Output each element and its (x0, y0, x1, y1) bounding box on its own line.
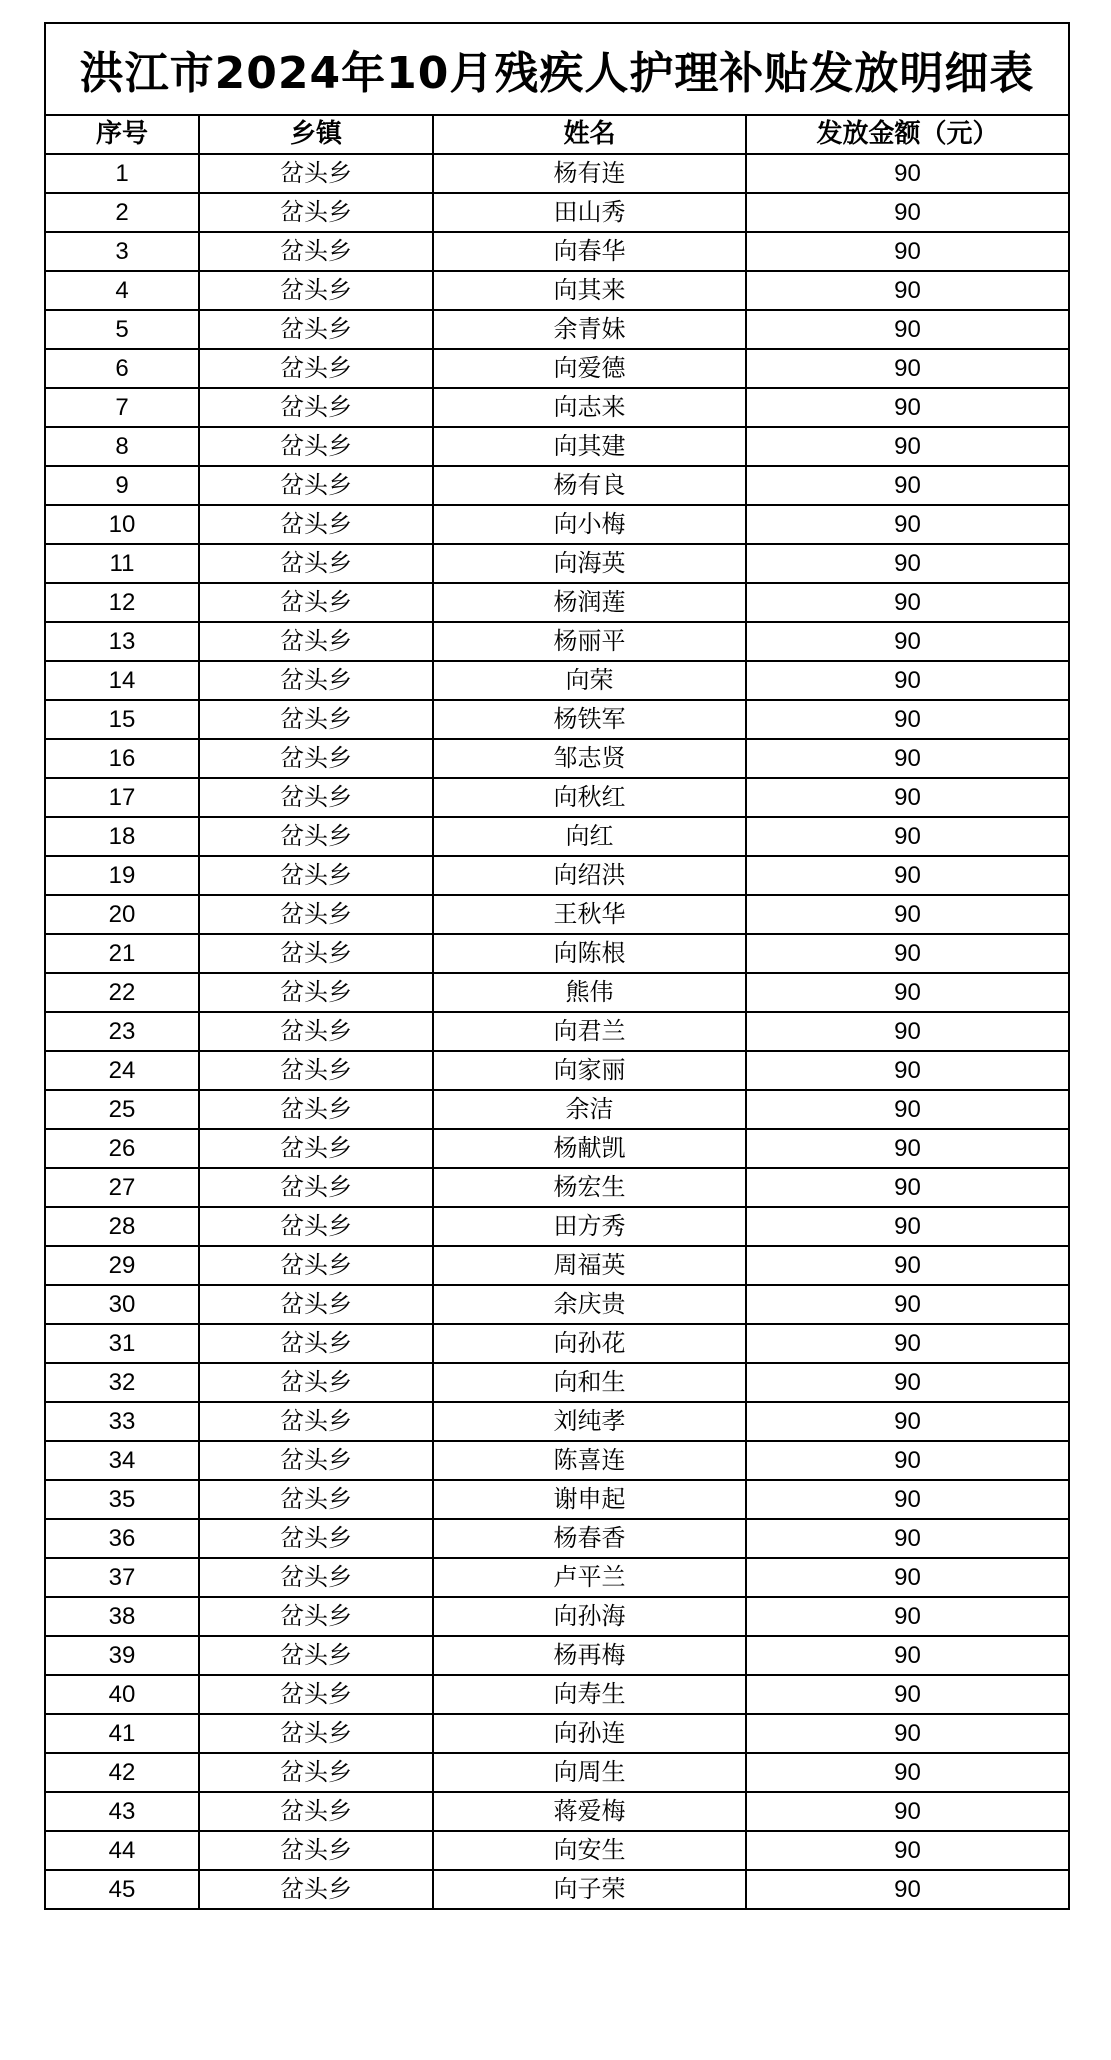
town-cell: 岔头乡 (199, 1480, 433, 1519)
row-number-cell: 28 (46, 1207, 199, 1246)
row-number-cell: 6 (46, 349, 199, 388)
name-cell: 杨再梅 (433, 1636, 746, 1675)
amount-cell: 90 (746, 934, 1068, 973)
table-row (46, 661, 1068, 700)
table-row (46, 310, 1068, 349)
row-number-cell: 8 (46, 427, 199, 466)
row-number-cell: 12 (46, 583, 199, 622)
amount-cell: 90 (746, 193, 1068, 232)
town-cell: 岔头乡 (199, 973, 433, 1012)
row-number-cell: 7 (46, 388, 199, 427)
row-number-cell: 36 (46, 1519, 199, 1558)
amount-cell: 90 (746, 1480, 1068, 1519)
row-number-cell: 10 (46, 505, 199, 544)
row-number-cell: 37 (46, 1558, 199, 1597)
row-number-cell: 40 (46, 1675, 199, 1714)
table-row (46, 1207, 1068, 1246)
amount-cell: 90 (746, 739, 1068, 778)
name-cell: 蒋爱梅 (433, 1792, 746, 1831)
amount-cell: 90 (746, 1792, 1068, 1831)
town-cell: 岔头乡 (199, 1636, 433, 1675)
amount-cell: 90 (746, 505, 1068, 544)
amount-cell: 90 (746, 388, 1068, 427)
row-number-cell: 9 (46, 466, 199, 505)
amount-cell: 90 (746, 1129, 1068, 1168)
amount-cell: 90 (746, 1753, 1068, 1792)
name-cell: 向秋红 (433, 778, 746, 817)
town-cell: 岔头乡 (199, 1402, 433, 1441)
row-number-cell: 31 (46, 1324, 199, 1363)
town-cell: 岔头乡 (199, 1090, 433, 1129)
name-cell: 向孙连 (433, 1714, 746, 1753)
table-row (46, 1441, 1068, 1480)
row-number-cell: 42 (46, 1753, 199, 1792)
table-row (46, 1363, 1068, 1402)
table-row (46, 271, 1068, 310)
town-cell: 岔头乡 (199, 154, 433, 193)
amount-cell: 90 (746, 1441, 1068, 1480)
row-number-cell: 41 (46, 1714, 199, 1753)
town-cell: 岔头乡 (199, 1675, 433, 1714)
table-row (46, 1675, 1068, 1714)
town-cell: 岔头乡 (199, 310, 433, 349)
row-number-cell: 26 (46, 1129, 199, 1168)
table-row (46, 505, 1068, 544)
town-cell: 岔头乡 (199, 661, 433, 700)
name-cell: 向红 (433, 817, 746, 856)
row-number-cell: 11 (46, 544, 199, 583)
name-cell: 杨献凯 (433, 1129, 746, 1168)
town-cell: 岔头乡 (199, 583, 433, 622)
amount-cell: 90 (746, 1090, 1068, 1129)
table-row (46, 778, 1068, 817)
name-cell: 向周生 (433, 1753, 746, 1792)
name-cell: 田山秀 (433, 193, 746, 232)
amount-cell: 90 (746, 661, 1068, 700)
amount-cell: 90 (746, 1831, 1068, 1870)
table-row (46, 1519, 1068, 1558)
amount-cell: 90 (746, 1363, 1068, 1402)
name-cell: 向爱德 (433, 349, 746, 388)
name-cell: 周福英 (433, 1246, 746, 1285)
table-header (46, 116, 1068, 154)
town-cell: 岔头乡 (199, 1792, 433, 1831)
row-number-cell: 17 (46, 778, 199, 817)
amount-cell: 90 (746, 1636, 1068, 1675)
table-row (46, 1090, 1068, 1129)
town-cell: 岔头乡 (199, 388, 433, 427)
name-cell: 向海英 (433, 544, 746, 583)
name-cell: 杨铁军 (433, 700, 746, 739)
table-row (46, 739, 1068, 778)
table-row (46, 1636, 1068, 1675)
row-number-cell: 4 (46, 271, 199, 310)
table-row (46, 817, 1068, 856)
town-cell: 岔头乡 (199, 1246, 433, 1285)
row-number-cell: 24 (46, 1051, 199, 1090)
table-row (46, 544, 1068, 583)
table-row (46, 973, 1068, 1012)
town-cell: 岔头乡 (199, 1714, 433, 1753)
amount-cell: 90 (746, 1519, 1068, 1558)
town-cell: 岔头乡 (199, 1168, 433, 1207)
amount-cell: 90 (746, 349, 1068, 388)
row-number-cell: 13 (46, 622, 199, 661)
amount-cell: 90 (746, 817, 1068, 856)
name-cell: 邹志贤 (433, 739, 746, 778)
row-number-cell: 1 (46, 154, 199, 193)
amount-cell: 90 (746, 427, 1068, 466)
town-cell: 岔头乡 (199, 1753, 433, 1792)
table-row (46, 895, 1068, 934)
table-row (46, 193, 1068, 232)
amount-cell: 90 (746, 1675, 1068, 1714)
row-number-cell: 2 (46, 193, 199, 232)
row-number-cell: 34 (46, 1441, 199, 1480)
town-cell: 岔头乡 (199, 1831, 433, 1870)
column-header-amount: 发放金额（元） (746, 116, 1068, 154)
table-row (46, 349, 1068, 388)
table-row (46, 1480, 1068, 1519)
amount-cell: 90 (746, 544, 1068, 583)
table-row (46, 1558, 1068, 1597)
name-cell: 余庆贵 (433, 1285, 746, 1324)
table-row (46, 388, 1068, 427)
name-cell: 向志来 (433, 388, 746, 427)
row-number-cell: 15 (46, 700, 199, 739)
table-row (46, 466, 1068, 505)
amount-cell: 90 (746, 1870, 1068, 1909)
amount-cell: 90 (746, 310, 1068, 349)
name-cell: 刘纯孝 (433, 1402, 746, 1441)
name-cell: 向孙海 (433, 1597, 746, 1636)
row-number-cell: 33 (46, 1402, 199, 1441)
table-row (46, 1597, 1068, 1636)
table-row (46, 1402, 1068, 1441)
amount-cell: 90 (746, 466, 1068, 505)
name-cell: 杨润莲 (433, 583, 746, 622)
row-number-cell: 20 (46, 895, 199, 934)
name-cell: 余青妹 (433, 310, 746, 349)
row-number-cell: 35 (46, 1480, 199, 1519)
amount-cell: 90 (746, 1558, 1068, 1597)
table-row (46, 856, 1068, 895)
name-cell: 杨有连 (433, 154, 746, 193)
town-cell: 岔头乡 (199, 505, 433, 544)
town-cell: 岔头乡 (199, 1597, 433, 1636)
name-cell: 余洁 (433, 1090, 746, 1129)
town-cell: 岔头乡 (199, 934, 433, 973)
table-row (46, 1831, 1068, 1870)
row-number-cell: 39 (46, 1636, 199, 1675)
table-row (46, 622, 1068, 661)
row-number-cell: 14 (46, 661, 199, 700)
town-cell: 岔头乡 (199, 778, 433, 817)
name-cell: 向家丽 (433, 1051, 746, 1090)
row-number-cell: 5 (46, 310, 199, 349)
amount-cell: 90 (746, 1207, 1068, 1246)
name-cell: 向其来 (433, 271, 746, 310)
name-cell: 杨春香 (433, 1519, 746, 1558)
name-cell: 熊伟 (433, 973, 746, 1012)
town-cell: 岔头乡 (199, 1558, 433, 1597)
row-number-cell: 23 (46, 1012, 199, 1051)
name-cell: 向绍洪 (433, 856, 746, 895)
town-cell: 岔头乡 (199, 1519, 433, 1558)
amount-cell: 90 (746, 1402, 1068, 1441)
town-cell: 岔头乡 (199, 700, 433, 739)
row-number-cell: 21 (46, 934, 199, 973)
name-cell: 杨丽平 (433, 622, 746, 661)
town-cell: 岔头乡 (199, 1870, 433, 1909)
amount-cell: 90 (746, 1051, 1068, 1090)
name-cell: 向荣 (433, 661, 746, 700)
town-cell: 岔头乡 (199, 622, 433, 661)
name-cell: 向陈根 (433, 934, 746, 973)
town-cell: 岔头乡 (199, 1051, 433, 1090)
table-row (46, 232, 1068, 271)
row-number-cell: 38 (46, 1597, 199, 1636)
name-cell: 卢平兰 (433, 1558, 746, 1597)
name-cell: 向和生 (433, 1363, 746, 1402)
row-number-cell: 18 (46, 817, 199, 856)
subsidy-table (46, 116, 1068, 1910)
row-number-cell: 45 (46, 1870, 199, 1909)
table-row (46, 934, 1068, 973)
name-cell: 向君兰 (433, 1012, 746, 1051)
table-row (46, 1285, 1068, 1324)
town-cell: 岔头乡 (199, 271, 433, 310)
table-row (46, 1012, 1068, 1051)
amount-cell: 90 (746, 1714, 1068, 1753)
town-cell: 岔头乡 (199, 544, 433, 583)
town-cell: 岔头乡 (199, 349, 433, 388)
table-row (46, 154, 1068, 193)
table-row (46, 1051, 1068, 1090)
amount-cell: 90 (746, 583, 1068, 622)
amount-cell: 90 (746, 1324, 1068, 1363)
town-cell: 岔头乡 (199, 1441, 433, 1480)
town-cell: 岔头乡 (199, 1285, 433, 1324)
column-header-town: 乡镇 (199, 116, 433, 154)
table-row (46, 1168, 1068, 1207)
name-cell: 王秋华 (433, 895, 746, 934)
name-cell: 杨有良 (433, 466, 746, 505)
town-cell: 岔头乡 (199, 895, 433, 934)
row-number-cell: 43 (46, 1792, 199, 1831)
name-cell: 向其建 (433, 427, 746, 466)
amount-cell: 90 (746, 1246, 1068, 1285)
table-row (46, 1714, 1068, 1753)
header-row (46, 116, 1068, 154)
amount-cell: 90 (746, 700, 1068, 739)
town-cell: 岔头乡 (199, 427, 433, 466)
name-cell: 向小梅 (433, 505, 746, 544)
amount-cell: 90 (746, 895, 1068, 934)
name-cell: 向孙花 (433, 1324, 746, 1363)
row-number-cell: 22 (46, 973, 199, 1012)
amount-cell: 90 (746, 271, 1068, 310)
town-cell: 岔头乡 (199, 466, 433, 505)
town-cell: 岔头乡 (199, 1012, 433, 1051)
amount-cell: 90 (746, 973, 1068, 1012)
name-cell: 向寿生 (433, 1675, 746, 1714)
amount-cell: 90 (746, 1168, 1068, 1207)
amount-cell: 90 (746, 232, 1068, 271)
name-cell: 陈喜连 (433, 1441, 746, 1480)
column-header-number: 序号 (46, 116, 199, 154)
name-cell: 向安生 (433, 1831, 746, 1870)
row-number-cell: 27 (46, 1168, 199, 1207)
row-number-cell: 3 (46, 232, 199, 271)
row-number-cell: 32 (46, 1363, 199, 1402)
amount-cell: 90 (746, 1012, 1068, 1051)
subsidy-sheet (44, 22, 1070, 1910)
town-cell: 岔头乡 (199, 1207, 433, 1246)
amount-cell: 90 (746, 1597, 1068, 1636)
table-row (46, 1129, 1068, 1168)
name-cell: 田方秀 (433, 1207, 746, 1246)
amount-cell: 90 (746, 778, 1068, 817)
amount-cell: 90 (746, 622, 1068, 661)
town-cell: 岔头乡 (199, 856, 433, 895)
amount-cell: 90 (746, 154, 1068, 193)
row-number-cell: 16 (46, 739, 199, 778)
name-cell: 向子荣 (433, 1870, 746, 1909)
table-row (46, 1324, 1068, 1363)
amount-cell: 90 (746, 1285, 1068, 1324)
document-title: 洪江市2024年10月残疾人护理补贴发放明细表 (46, 24, 1068, 116)
name-cell: 向春华 (433, 232, 746, 271)
table-row (46, 1753, 1068, 1792)
column-header-name: 姓名 (433, 116, 746, 154)
table-row (46, 427, 1068, 466)
table-row (46, 1246, 1068, 1285)
town-cell: 岔头乡 (199, 1363, 433, 1402)
town-cell: 岔头乡 (199, 232, 433, 271)
town-cell: 岔头乡 (199, 817, 433, 856)
row-number-cell: 29 (46, 1246, 199, 1285)
town-cell: 岔头乡 (199, 1324, 433, 1363)
row-number-cell: 30 (46, 1285, 199, 1324)
town-cell: 岔头乡 (199, 1129, 433, 1168)
town-cell: 岔头乡 (199, 193, 433, 232)
table-row (46, 1870, 1068, 1909)
row-number-cell: 25 (46, 1090, 199, 1129)
table-row (46, 700, 1068, 739)
table-row (46, 1792, 1068, 1831)
town-cell: 岔头乡 (199, 739, 433, 778)
name-cell: 谢申起 (433, 1480, 746, 1519)
row-number-cell: 44 (46, 1831, 199, 1870)
row-number-cell: 19 (46, 856, 199, 895)
name-cell: 杨宏生 (433, 1168, 746, 1207)
table-row (46, 583, 1068, 622)
table-body (46, 154, 1068, 1909)
amount-cell: 90 (746, 856, 1068, 895)
